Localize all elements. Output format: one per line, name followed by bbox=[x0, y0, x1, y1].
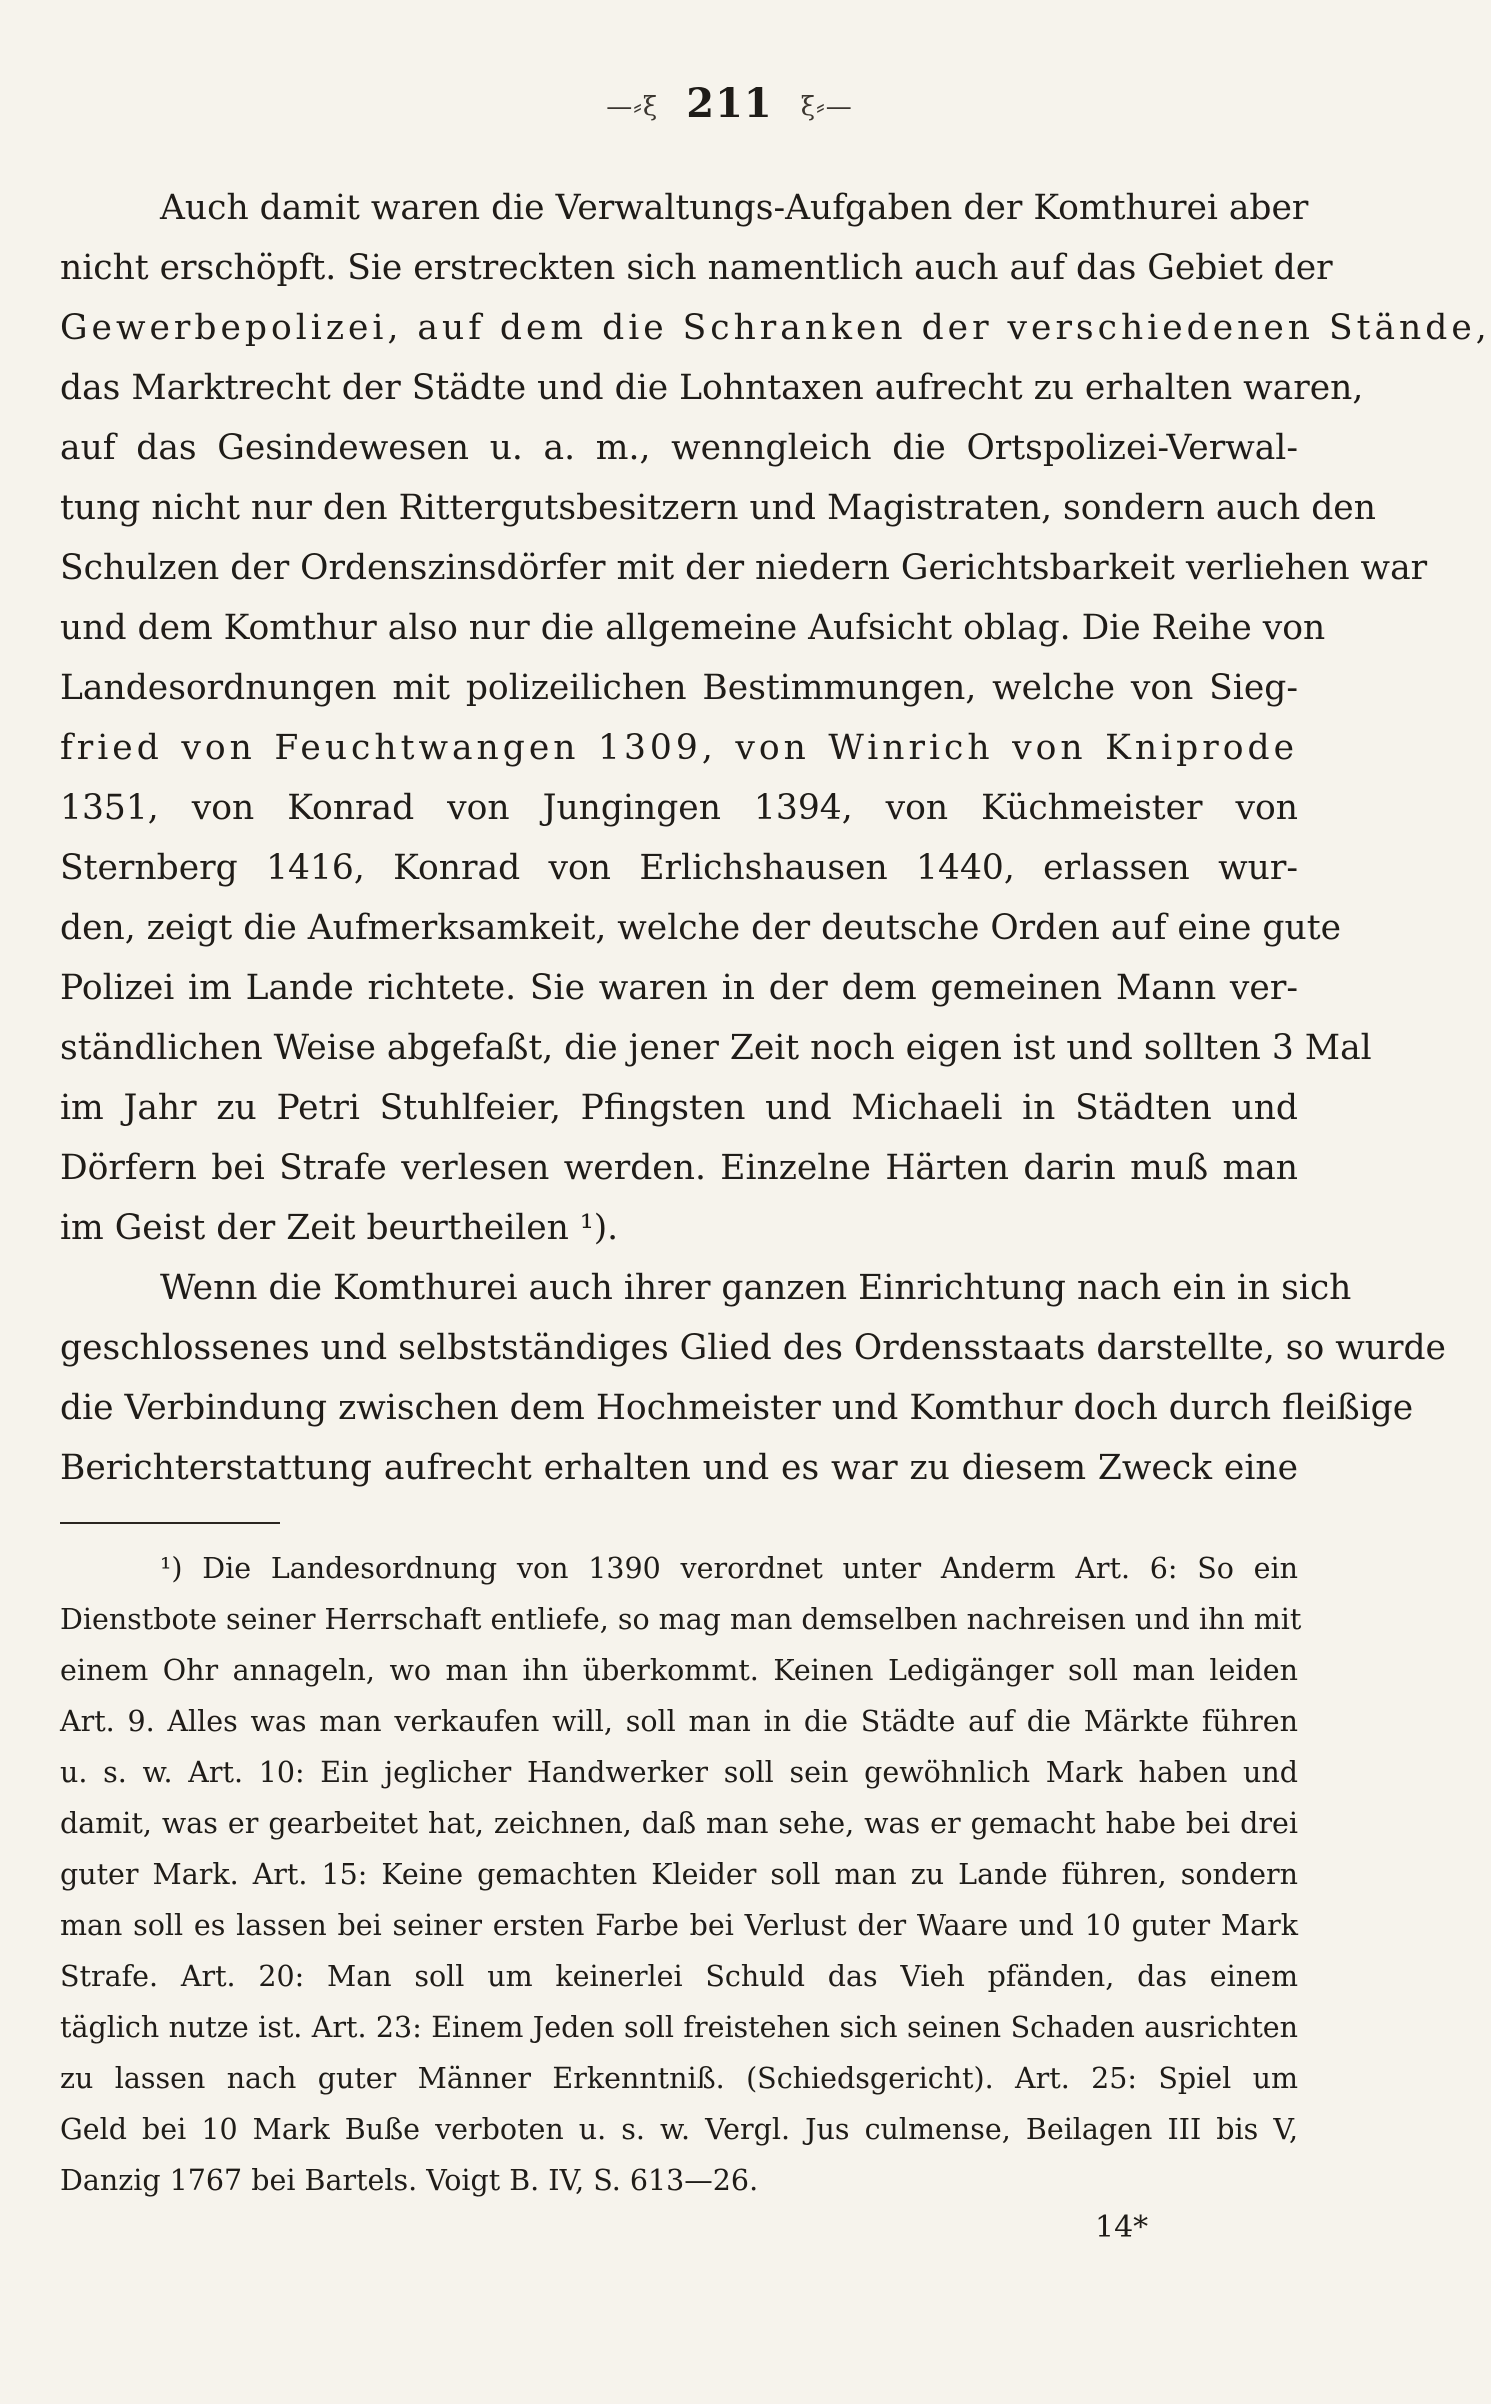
body-line: Landesordnungen mit polizeilichen Bestimmungen, welche von Sieg- bbox=[60, 668, 1298, 708]
body-text bbox=[60, 178, 1491, 1498]
body-line: im Jahr zu Petri Stuhlfeier, Pfingsten und Michaeli in Städten und bbox=[60, 1088, 1298, 1128]
body-line: Sternberg 1416, Konrad von Erlichshausen 1440, erlassen wur- bbox=[60, 848, 1298, 888]
footnote-line: Strafe. Art. 20: Man soll um keinerlei Schuld das Vieh pfänden, das einem bbox=[60, 1960, 1298, 1993]
body-line: das Marktrecht der Städte und die Lohntaxen aufrecht zu erhalten waren, bbox=[60, 368, 1364, 408]
body-line: nicht erschöpft. Sie erstreckten sich namentlich auch auf das Gebiet der bbox=[60, 248, 1333, 288]
body-line: tung nicht nur den Rittergutsbesitzern und Magistraten, sondern auch den bbox=[60, 488, 1376, 528]
footnote-line: zu lassen nach guter Männer Erkenntniß. (Schiedsgericht). Art. 25: Spiel um bbox=[60, 2062, 1298, 2095]
footnote-line: Dienstbote seiner Herrschaft entliefe, so mag man demselben nachreisen und ihn mit bbox=[60, 1603, 1302, 1636]
body-line: Dörfern bei Strafe verlesen werden. Einzelne Härten darin muß man bbox=[60, 1148, 1298, 1188]
footnote-line: ¹) Die Landesordnung von 1390 verordnet unter Anderm Art. 6: So ein bbox=[160, 1552, 1298, 1585]
footnote-line: u. s. w. Art. 10: Ein jeglicher Handwerker soll sein gewöhnlich Mark haben und bbox=[60, 1756, 1298, 1789]
footnote-line: einem Ohr annageln, wo man ihn überkommt. Keinen Ledigänger soll man leiden bbox=[60, 1654, 1298, 1687]
body-line: Berichterstattung aufrecht erhalten und es war zu diesem Zweck eine bbox=[60, 1448, 1298, 1488]
body-line: die Verbindung zwischen dem Hochmeister und Komthur doch durch fleißige bbox=[60, 1388, 1414, 1428]
footnote-line: Geld bei 10 Mark Buße verboten u. s. w. Vergl. Jus culmense, Beilagen III bis V, bbox=[60, 2113, 1298, 2146]
body-line: Wenn die Komthurei auch ihrer ganzen Einrichtung nach ein in sich bbox=[160, 1268, 1352, 1308]
body-line: ständlichen Weise abgefaßt, die jener Zeit noch eigen ist und sollten 3 Mal bbox=[60, 1028, 1372, 1068]
body-line: geschlossenes und selbstständiges Glied des Ordensstaats darstellte, so wurde bbox=[60, 1328, 1446, 1368]
body-line: und dem Komthur also nur die allgemeine Aufsicht oblag. Die Reihe von bbox=[60, 608, 1326, 648]
running-head bbox=[0, 80, 1459, 127]
page-number: 211 bbox=[686, 80, 773, 127]
body-line: Polizei im Lande richtete. Sie waren in der dem gemeinen Mann ver- bbox=[60, 968, 1298, 1008]
body-line: auf das Gesindewesen u. a. m., wenngleich die Ortspolizei-Verwal- bbox=[60, 428, 1298, 468]
body-line: den, zeigt die Aufmerksamkeit, welche der deutsche Orden auf eine gute bbox=[60, 908, 1341, 948]
footnote-separator bbox=[60, 1522, 280, 1524]
signature-mark: 14* bbox=[1095, 2210, 1149, 2245]
footnotes bbox=[60, 1543, 1302, 2206]
body-line: 1351, von Konrad von Jungingen 1394, von Küchmeister von bbox=[60, 788, 1298, 828]
footnote-line: täglich nutze ist. Art. 23: Einem Jeden soll freistehen sich seinen Schaden ausrichten bbox=[60, 2011, 1298, 2044]
body-line: Schulzen der Ordenszinsdörfer mit der niedern Gerichtsbarkeit verliehen war bbox=[60, 548, 1428, 588]
ornament-left: —⸗ξ bbox=[606, 92, 659, 122]
footnote-line: Art. 9. Alles was man verkaufen will, soll man in die Städte auf die Märkte führen bbox=[60, 1705, 1298, 1738]
footnote-line: damit, was er gearbeitet hat, zeichnen, daß man sehe, was er gemacht habe bei drei bbox=[60, 1807, 1298, 1840]
footnote-line: Danzig 1767 bei Bartels. Voigt B. IV, S. 613—26. bbox=[60, 2164, 759, 2197]
ornament-right: ξ⸗— bbox=[800, 92, 853, 122]
body-line: Gewerbepolizei, auf dem die Schranken der verschiedenen Stände, bbox=[60, 308, 1491, 348]
body-line: im Geist der Zeit beurtheilen ¹). bbox=[60, 1208, 619, 1248]
footnote-line: guter Mark. Art. 15: Keine gemachten Kleider soll man zu Lande führen, sondern bbox=[60, 1858, 1298, 1891]
body-line: Auch damit waren die Verwaltungs-Aufgaben der Komthurei aber bbox=[160, 188, 1309, 228]
body-line: fried von Feuchtwangen 1309, von Winrich von Kniprode bbox=[60, 728, 1298, 768]
footnote-line: man soll es lassen bei seiner ersten Farbe bei Verlust der Waare und 10 guter Mark bbox=[60, 1909, 1298, 1942]
